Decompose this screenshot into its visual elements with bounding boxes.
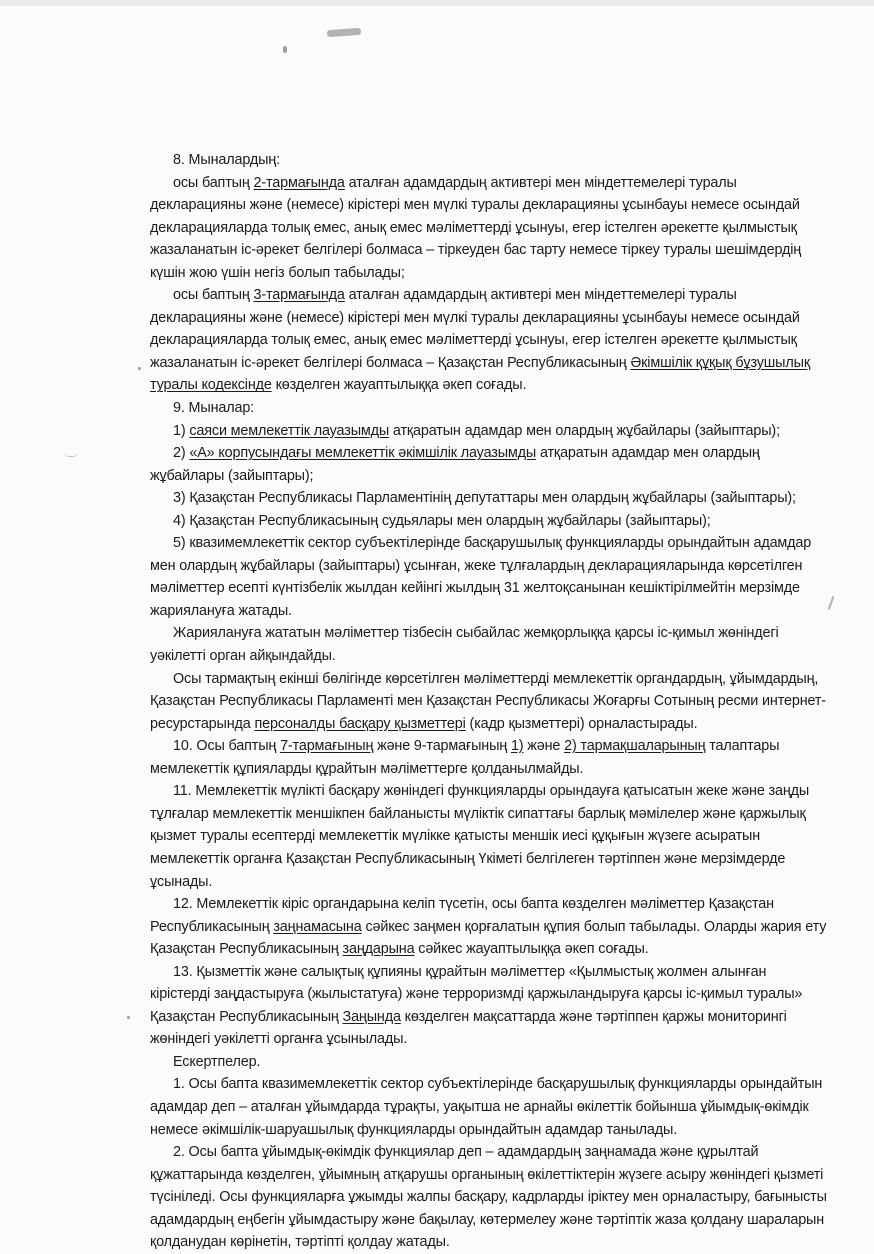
item-9-title: 9. Мыналар:	[173, 400, 255, 417]
text-run: көзделген жауаптылыққа әкеп соғады.	[271, 377, 527, 394]
text-run: аталған адамдардың активтері мен міндеттемелері туралы декларацияны және (немесе) кірістері мен мүлкі туралы декларацияны ұсынбауы немесе осындай декларацияларда толық емес, анық емес мәліметтерді ұсынуы, егер істелген әрекетте қылмыстық жазаланатын іс-әрекет белгілері болмаса – Қазақстан Республикасының	[150, 287, 800, 371]
item-8-title: 8. Мыналардың:	[173, 152, 280, 168]
link-point-2[interactable]: 2-тармағында	[253, 174, 345, 191]
item-10	[150, 735, 830, 780]
scan-speck	[283, 46, 287, 53]
text-run: Осы тармақтың екінші бөлігінде көрсетілген мәліметтерді мемлекеттік органдардың, ұйымдардың, Қазақстан Республикасы Парламенті мен Қазақстан Республикасы Жоғарғы Сотының ресми интернет-ресурстарында	[150, 670, 826, 732]
item-9-subitem-5: 5) квазимемлекеттік сектор субъектілерінде басқарушылық функцияларды орындайтын адамдар мен олардың жұбайлары (зайыптары) ұсынған, жеке тұлғалардың декларацияларында көрсетілген мәліметтер есепті күнтізбелік жылдан кейінгі жылдың 31 желтоқсанынан кешіктірілмейтін мерзімде жариялануға жатады.	[150, 535, 812, 619]
text-run: талаптары мемлекеттік құпияларды құрайтын мәліметтерге қолданылмайды.	[150, 738, 780, 777]
text-run: 2)	[173, 445, 190, 462]
link-administrative-code[interactable]: Әкімшілік құқық бұзушылық туралы кодексінде	[150, 354, 810, 394]
link-subpoint-1[interactable]: 1)	[510, 738, 524, 755]
notes-title: Ескертпелер.	[173, 1053, 261, 1070]
text-run: осы баптың	[173, 174, 254, 191]
item-13	[150, 961, 830, 1051]
text-run: және	[523, 738, 565, 755]
link-laws[interactable]: заңдарына	[342, 941, 415, 958]
margin-mark	[64, 452, 78, 457]
note-2: 2. Осы бапта ұйымдық-өкімдік функциялар деп – адамдардың заңнамада және құрылтай құжаттарында көзделген, ұйымның атқарушы органының өкілеттіктерін жүзеге асыру жөніндегі қызметі түсініледі. Осы функцияларға ұжымды жалпы басқару, кадрларды іріктеу мен орналастыру, бағынысты адамдардың еңбегін ұйымдастыру және бақылау, көтермелеу және тәртіптік жаза қолдану шараларын қолданудан көрінетін, тәртіпті қолдау жатады.	[150, 1144, 827, 1251]
item-9-list-paragraph: Жариялануға жататын мәліметтер тізбесін сыбайлас жемқорлыққа қарсы іс-қимыл жөніндегі уәкілетті орган айқындайды.	[150, 625, 779, 665]
item-11: 11. Мемлекеттік мүлікті басқару жөніндегі функцияларды орындауға қатысатын жеке және заңды тұлғалар мемлекеттік меншікпен байланысты мүліктік сипаттағы барлық мәмілелер және қаржылық қызмет туралы есептерді мемлекеттік мүлікке қатысты меншік иесі құқығын жүзеге асыратын мемлекеттік органға Қазақстан Республикасының Үкіметі белгілеген тәртіппен және мерзімдерде ұсынады.	[150, 783, 810, 890]
item-12	[150, 893, 830, 961]
text-run: 12. Мемлекеттік кіріс органдарына келіп түсетін, осы бапта көзделген мәліметтер Қазақстан Республикасының	[150, 896, 774, 935]
link-subpoint-2[interactable]: 2) тармақшаларының	[564, 738, 706, 755]
scan-smudge	[327, 28, 361, 37]
link-personnel-services[interactable]: персоналды басқару қызметтері	[254, 715, 466, 732]
text-run: 1)	[173, 422, 190, 439]
document-body	[150, 149, 830, 1254]
item-8-paragraph-2	[150, 284, 830, 397]
text-run: атқаратын адамдар мен олардың жұбайлары (зайыптары);	[150, 445, 760, 484]
scan-edge	[0, 0, 874, 6]
item-9-subitem-4: 4) Қазақстан Республикасының судьялары мен олардың жұбайлары (зайыптары);	[173, 512, 711, 529]
text-run: сәйкес заңмен қорғалатын құпия болып табылады. Оларды жария ету Қазақстан Республикасының	[150, 918, 827, 958]
link-point-3[interactable]: 3-тармағында	[253, 287, 345, 304]
item-8-paragraph-1	[150, 172, 830, 285]
text-run: атқаратын адамдар мен олардың жұбайлары (зайыптары);	[389, 422, 780, 439]
text-run: осы баптың	[173, 287, 254, 304]
link-point-7[interactable]: 7-тармағының	[280, 738, 374, 755]
link-legislation[interactable]: заңнамасына	[273, 918, 362, 935]
text-run: 10. Осы баптың	[173, 738, 281, 755]
text-run: және 9-тармағының	[373, 738, 511, 755]
text-run: аталған адамдардың активтері мен міндеттемелері туралы декларацияны және (немесе) кірістері мен мүлкі туралы декларацияны ұсынбауы немесе осындай декларацияларда толық емес, анық емес мәліметтерді ұсынуы, егер істелген әрекетте қылмыстық жазаланатын іс-әрекет белгілері болмаса – тіркеуден бас тарту немесе тіркеу туралы шешімдердің күшін жою үшін негіз болып табылады;	[150, 174, 802, 281]
note-1: 1. Осы бапта квазимемлекеттік сектор субъектілерінде басқарушылық функцияларды орындайтын адамдар деп – аталған ұйымдарда тұрақты, уақытша не арнайы өкілеттік бойынша ұйымдық-өкімдік немесе әкімшілік-шаруашылық функцияларды орындайтын адамдар танылады.	[150, 1076, 823, 1138]
link-political-positions[interactable]: саяси мемлекеттік лауазымды	[189, 422, 390, 439]
link-law[interactable]: Заңында	[342, 1008, 401, 1025]
link-corps-a-positions[interactable]: «А» корпусындағы мемлекеттік әкімшілік лауазымды	[189, 445, 537, 462]
text-run: көзделген мақсаттарда және тәртіппен қаржы мониторингі жөніндегі уәкілетті органға ұсынылады.	[150, 1008, 787, 1048]
item-9-posting-paragraph	[150, 668, 830, 736]
scan-speck	[138, 367, 141, 370]
text-run: сәйкес жауаптылыққа әкеп соғады.	[414, 941, 649, 958]
text-run: 13. Қызметтік және салықтық құпияны құрайтын мәліметтер «Қылмыстық жолмен алынған кірістерді заңдастыруға (жылыстатуға) және терроризмді қаржыландыруға қарсы іс-қимыл туралы» Қазақстан Республикасының	[150, 963, 803, 1025]
scan-speck	[127, 1016, 130, 1019]
item-9-subitem-2	[150, 442, 830, 487]
text-run: (кадр қызметтері) орналастырады.	[465, 715, 698, 732]
item-9-subitem-1	[150, 420, 830, 443]
item-9-subitem-3: 3) Қазақстан Республикасы Парламентінің депутаттары мен олардың жұбайлары (зайыптары);	[173, 490, 796, 507]
